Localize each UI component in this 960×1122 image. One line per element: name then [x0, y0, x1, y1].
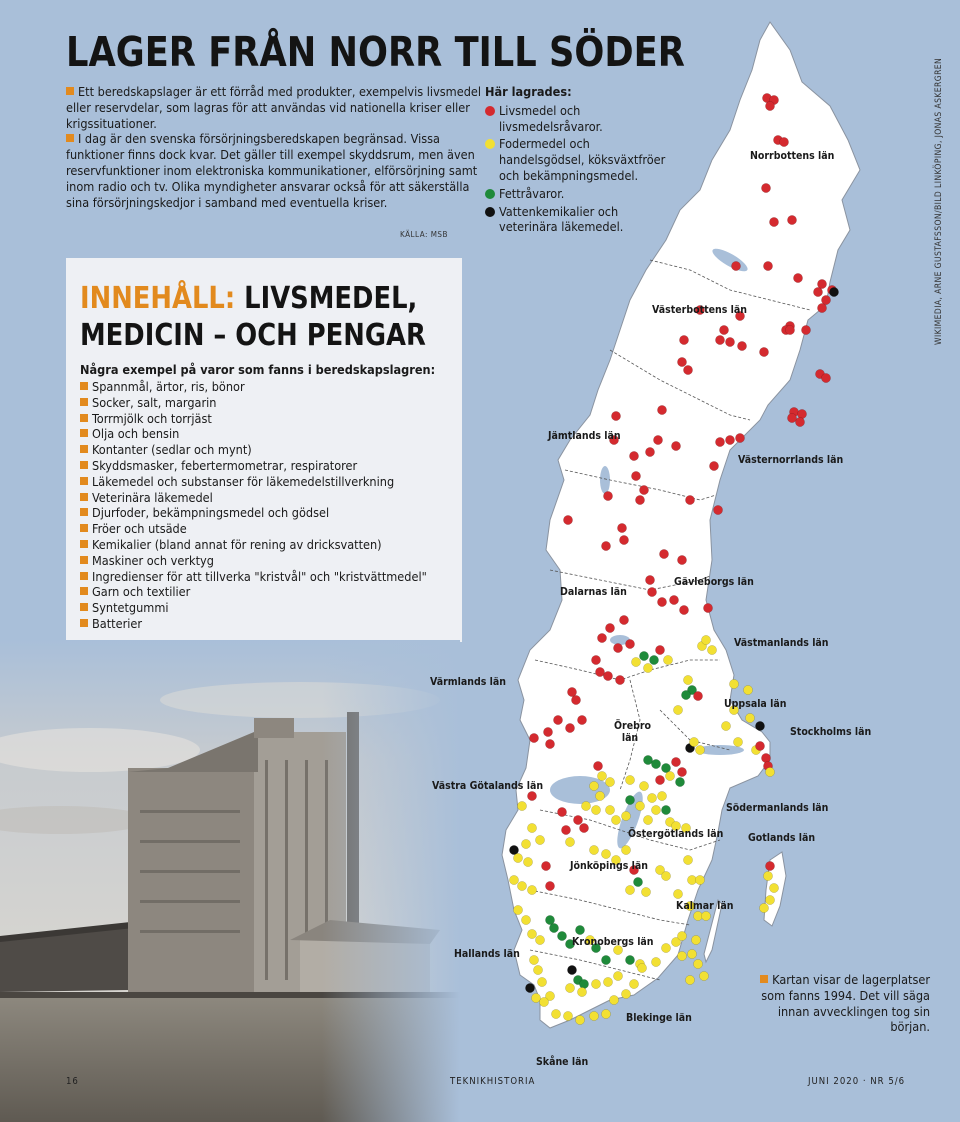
red-storage-dot [677, 555, 686, 564]
yellow-storage-dot [565, 983, 574, 992]
yellow-storage-dot [517, 801, 526, 810]
orange-square-icon [80, 540, 88, 548]
legend-item-food: Livsmedel och livsmedelsråvaror. [485, 103, 675, 135]
black-storage-dot [829, 287, 838, 296]
yellow-storage-dot [513, 853, 522, 862]
orange-square-icon [80, 508, 88, 516]
yellow-storage-dot [621, 811, 630, 820]
red-storage-dot [619, 535, 628, 544]
yellow-storage-dot [745, 713, 754, 722]
red-storage-dot [817, 303, 826, 312]
yellow-storage-dot [621, 845, 630, 854]
yellow-storage-dot [581, 801, 590, 810]
yellow-storage-dot [743, 685, 752, 694]
red-storage-dot [541, 861, 550, 870]
yellow-storage-dot [521, 839, 530, 848]
red-storage-dot [715, 335, 724, 344]
county-label-ostergotland: Östergötlands län [628, 828, 724, 840]
legend-item-fodder: Fodermedel och handelsgödsel, köksväxtfröer och bekämpningsmedel. [485, 136, 675, 183]
red-storage-dot [591, 655, 600, 664]
red-storage-dot [793, 273, 802, 282]
county-label-halland: Hallands län [454, 948, 520, 960]
goods-list-item: Skyddsmasker, febertermometrar, respiratorer [80, 458, 427, 474]
red-storage-dot [597, 633, 606, 642]
red-storage-dot [543, 727, 552, 736]
yellow-storage-dot [603, 977, 612, 986]
green-storage-dot [579, 979, 588, 988]
red-storage-dot [755, 741, 764, 750]
red-storage-dot [801, 325, 810, 334]
yellow-storage-dot [625, 885, 634, 894]
red-storage-dot [693, 691, 702, 700]
orange-square-icon [80, 493, 88, 501]
red-storage-dot [611, 411, 620, 420]
goods-list-item: Kemikalier (bland annat för rening av dricksvatten) [80, 537, 427, 553]
red-storage-dot [677, 357, 686, 366]
goods-list-item: Ingredienser för att tillverka "kristvål" och "kristvättmedel" [80, 569, 427, 585]
red-storage-dot [759, 347, 768, 356]
box-title: INNEHÅLL: LIVSMEDEL, MEDICIN – OCH PENGAR [80, 281, 426, 353]
red-storage-dot [615, 675, 624, 684]
yellow-storage-dot [637, 963, 646, 972]
yellow-storage-dot [729, 679, 738, 688]
yellow-storage-dot [537, 977, 546, 986]
red-storage-dot [679, 605, 688, 614]
red-storage-dot [713, 505, 722, 514]
intro-paragraph-1: Ett beredskapslager är ett förråd med produkter, exempelvis livsmedel eller reservdelar, som lagras för att användas vid nationella kriser eller krigssituationer. [66, 84, 482, 131]
yellow-storage-dot [605, 777, 614, 786]
county-label-gavleborg: Gävleborgs län [674, 576, 754, 588]
yellow-storage-dot [613, 971, 622, 980]
yellow-storage-dot [527, 823, 536, 832]
green-storage-dot [575, 925, 584, 934]
county-label-vastmanland: Västmanlands län [734, 637, 829, 649]
intro-paragraph-2: I dag är den svenska försörjningsberedskapen begränsad. Vissa funktioner finns dock kvar. Det gäller till exempel skyddsrum, men även reservfunktioner inom elektroniska kommunikationer, elförsörjning samt inom radio och tv. Olika myndigheter ansvarar också för att säkerställa sina försörjningskedjor i samband med eventuella kriser. [66, 131, 478, 210]
goods-list [80, 379, 427, 632]
green-storage-dot [651, 759, 660, 768]
yellow-storage-dot [765, 895, 774, 904]
yellow-storage-dot [759, 903, 768, 912]
yellow-storage-dot [591, 805, 600, 814]
legend-item-fat: Fettråvaror. [485, 186, 675, 202]
orange-square-icon [80, 414, 88, 422]
issue-info: JUNI 2020 · NR 5/6 [808, 1076, 906, 1087]
yellow-storage-dot [661, 943, 670, 952]
sweden-outline [502, 22, 860, 1028]
yellow-storage-dot [509, 875, 518, 884]
red-storage-dot [703, 603, 712, 612]
goods-list-item: Djurfoder, bekämpningsmedel och gödsel [80, 505, 427, 521]
map-note: Kartan visar de lagerplatser som fanns 1994. Det vill säga innan avvecklingen tog sin början. [761, 972, 930, 1035]
county-label-uppsala: Uppsala län [724, 698, 787, 710]
goods-list-item: Syntetgummi [80, 600, 427, 616]
red-storage-dot [785, 325, 794, 334]
red-storage-dot [787, 215, 796, 224]
red-storage-dot [553, 715, 562, 724]
yellow-storage-dot [591, 979, 600, 988]
red-storage-dot [813, 287, 822, 296]
green-storage-dot [557, 931, 566, 940]
red-storage-dot [561, 825, 570, 834]
red-storage-dot [765, 101, 774, 110]
county-label-dalarna: Dalarnas län [560, 586, 627, 598]
red-storage-dot [557, 807, 566, 816]
goods-list-item: Maskiner och verktyg [80, 553, 427, 569]
red-storage-dot [647, 587, 656, 596]
intro-text [66, 84, 484, 210]
page-title: LAGER FRÅN NORR TILL SÖDER [66, 28, 685, 76]
orange-square-icon [80, 382, 88, 390]
yellow-storage-dot [565, 837, 574, 846]
orange-square-icon [80, 445, 88, 453]
red-storage-dot [671, 757, 680, 766]
yellow-storage-dot [721, 721, 730, 730]
sweden-map-graphic [430, 20, 900, 1070]
red-storage-dot [603, 671, 612, 680]
orange-square-icon [80, 524, 88, 532]
county-label-vasternorrland: Västernorrlands län [738, 454, 844, 466]
yellow-storage-dot [643, 663, 652, 672]
yellow-storage-dot [639, 781, 648, 790]
county-label-jonkoping: Jönköpings län [570, 860, 648, 872]
goods-list-item: Läkemedel och substanser för läkemedelstillverkning [80, 474, 427, 490]
orange-square-icon [66, 134, 74, 142]
green-storage-dot [601, 955, 610, 964]
orange-square-icon [80, 619, 88, 627]
yellow-storage-dot [629, 979, 638, 988]
orange-square-icon [80, 398, 88, 406]
red-storage-dot [737, 341, 746, 350]
yellow-storage-dot [513, 905, 522, 914]
yellow-storage-dot [687, 949, 696, 958]
yellow-storage-dot [673, 889, 682, 898]
yellow-storage-dot [695, 875, 704, 884]
red-storage-dot [645, 447, 654, 456]
red-storage-dot [577, 715, 586, 724]
county-label-sodermanland: Södermanlands län [726, 802, 829, 814]
red-storage-dot [603, 491, 612, 500]
source-credit: KÄLLA: MSB [400, 230, 448, 239]
yellow-storage-dot [701, 635, 710, 644]
red-storage-dot [629, 451, 638, 460]
yellow-storage-dot [699, 971, 708, 980]
black-storage-dot [567, 965, 576, 974]
yellow-storage-dot [589, 781, 598, 790]
yellow-storage-dot [577, 987, 586, 996]
yellow-storage-dot [621, 989, 630, 998]
yellow-storage-dot [551, 1009, 560, 1018]
page-number: 16 [66, 1076, 79, 1087]
yellow-storage-dot [663, 655, 672, 664]
red-storage-dot [761, 183, 770, 192]
red-storage-dot [527, 791, 536, 800]
black-storage-dot [525, 983, 534, 992]
orange-square-icon [80, 477, 88, 485]
yellow-storage-dot [517, 881, 526, 890]
orange-square-icon [80, 587, 88, 595]
yellow-storage-dot [631, 657, 640, 666]
yellow-storage-dot [625, 775, 634, 784]
red-storage-dot [655, 775, 664, 784]
goods-list-item: Torrmjölk och torrjäst [80, 411, 427, 427]
yellow-storage-dot [683, 675, 692, 684]
red-storage-dot [719, 325, 728, 334]
yellow-storage-dot [595, 791, 604, 800]
red-storage-dot [655, 645, 664, 654]
red-storage-dot [645, 575, 654, 584]
county-label-kronoberg: Kronobergs län [572, 936, 654, 948]
yellow-storage-dot [651, 805, 660, 814]
yellow-storage-dot [529, 955, 538, 964]
yellow-storage-dot [683, 855, 692, 864]
yellow-storage-dot [701, 911, 710, 920]
orange-square-icon [66, 87, 74, 95]
yellow-storage-dot [597, 771, 606, 780]
red-storage-dot [529, 733, 538, 742]
green-storage-dot [625, 955, 634, 964]
yellow-storage-dot [563, 1011, 572, 1020]
red-storage-dot [677, 767, 686, 776]
orange-square-icon [80, 556, 88, 564]
red-storage-dot [565, 723, 574, 732]
county-label-blekinge: Blekinge län [626, 1012, 692, 1024]
red-storage-dot [635, 495, 644, 504]
red-storage-dot [685, 495, 694, 504]
legend-item-chemicals: Vattenkemikalier och veterinära läkemedel. [485, 204, 675, 236]
yellow-storage-dot [661, 871, 670, 880]
goods-list-item: Veterinära läkemedel [80, 490, 427, 506]
red-storage-dot [679, 335, 688, 344]
county-label-jamtland: Jämtlands län [548, 430, 621, 442]
yellow-storage-dot [647, 793, 656, 802]
red-storage-dot [563, 515, 572, 524]
goods-list-item: Batterier [80, 616, 427, 632]
orange-square-icon [80, 603, 88, 611]
red-storage-dot [725, 337, 734, 346]
yellow-storage-dot [707, 645, 716, 654]
county-label-skane: Skåne län [536, 1056, 589, 1068]
yellow-storage-dot [527, 929, 536, 938]
red-storage-dot [769, 217, 778, 226]
magazine-name: TEKNIKHISTORIA [450, 1076, 536, 1087]
red-storage-dot [821, 373, 830, 382]
yellow-storage-dot [677, 951, 686, 960]
yellow-storage-dot [651, 957, 660, 966]
green-storage-dot [625, 795, 634, 804]
goods-list-item: Fröer och utsäde [80, 521, 427, 537]
red-storage-dot [669, 595, 678, 604]
yellow-storage-dot [769, 883, 778, 892]
silo-photo [0, 640, 460, 1122]
red-storage-dot [639, 485, 648, 494]
yellow-storage-dot [535, 835, 544, 844]
red-storage-dot [601, 541, 610, 550]
black-storage-dot [755, 721, 764, 730]
yellow-storage-dot [765, 767, 774, 776]
red-storage-dot [671, 441, 680, 450]
green-storage-dot [633, 877, 642, 886]
red-storage-dot [725, 435, 734, 444]
red-storage-dot [659, 549, 668, 558]
yellow-storage-dot [691, 935, 700, 944]
yellow-storage-dot [535, 935, 544, 944]
red-storage-dot [625, 639, 634, 648]
yellow-storage-dot [533, 965, 542, 974]
yellow-storage-dot [609, 995, 618, 1004]
county-label-orebro: Örebro län [614, 720, 652, 744]
yellow-storage-dot [539, 997, 548, 1006]
yellow-storage-dot [733, 737, 742, 746]
goods-list-item: Garn och textilier [80, 584, 427, 600]
yellow-storage-dot [523, 857, 532, 866]
red-storage-dot [545, 881, 554, 890]
yellow-storage-dot [673, 705, 682, 714]
red-storage-dot [731, 261, 740, 270]
yellow-storage-dot [521, 915, 530, 924]
yellow-storage-dot [527, 885, 536, 894]
red-storage-dot [657, 597, 666, 606]
goods-list-item: Kontanter (sedlar och mynt) [80, 442, 427, 458]
green-storage-dot [681, 690, 690, 699]
red-storage-dot [605, 623, 614, 632]
yellow-storage-dot [643, 815, 652, 824]
red-storage-dot [683, 365, 692, 374]
yellow-storage-dot [605, 805, 614, 814]
red-storage-dot [617, 523, 626, 532]
green-storage-dot [675, 777, 684, 786]
red-storage-dot [797, 409, 806, 418]
green-storage-dot [549, 923, 558, 932]
green-storage-dot [661, 805, 670, 814]
red-storage-dot [573, 815, 582, 824]
county-label-varmland: Värmlands län [430, 676, 506, 688]
orange-square-icon [760, 975, 768, 983]
red-storage-dot [579, 823, 588, 832]
yellow-storage-dot [685, 975, 694, 984]
yellow-storage-dot [763, 871, 772, 880]
red-storage-dot [593, 761, 602, 770]
red-storage-dot [613, 643, 622, 652]
red-storage-dot [787, 413, 796, 422]
yellow-storage-dot [575, 1015, 584, 1024]
orange-square-icon [80, 572, 88, 580]
county-label-vasterbotten: Västerbottens län [652, 304, 747, 316]
yellow-storage-dot [695, 745, 704, 754]
red-storage-dot [657, 405, 666, 414]
red-storage-dot [761, 753, 770, 762]
goods-list-item: Socker, salt, margarin [80, 395, 427, 411]
yellow-storage-dot [635, 801, 644, 810]
county-label-vastra-gotaland: Västra Götalands län [432, 780, 544, 792]
yellow-storage-dot [665, 771, 674, 780]
red-storage-dot [735, 433, 744, 442]
red-storage-dot [571, 695, 580, 704]
legend-heading: Här lagrades: [485, 84, 572, 99]
red-storage-dot [763, 261, 772, 270]
yellow-storage-dot [601, 1009, 610, 1018]
contents-box [66, 258, 462, 642]
red-storage-dot [631, 471, 640, 480]
yellow-storage-dot [641, 887, 650, 896]
green-storage-dot [649, 655, 658, 664]
photo-credit: WIKIMEDIA, ARNE GUSTAFSSON/BILD LINKÖPING, JONAS ASKERGREN [934, 57, 944, 345]
goods-list-item: Spannmål, ärtor, ris, bönor [80, 379, 427, 395]
yellow-storage-dot [589, 1011, 598, 1020]
sweden-map [430, 20, 900, 1074]
red-storage-dot [619, 615, 628, 624]
yellow-storage-dot [693, 959, 702, 968]
red-storage-dot [545, 739, 554, 748]
green-storage-dot [639, 651, 648, 660]
county-label-gotland: Gotlands län [748, 832, 816, 844]
red-storage-dot [653, 435, 662, 444]
county-label-norrbotten: Norrbottens län [750, 150, 835, 162]
yellow-storage-dot [689, 737, 698, 746]
red-storage-dot [715, 437, 724, 446]
yellow-storage-dot [601, 849, 610, 858]
silo-photo-graphic [0, 640, 460, 1122]
red-storage-dot [779, 137, 788, 146]
county-label-stockholm: Stockholms län [790, 726, 872, 738]
yellow-storage-dot [677, 931, 686, 940]
yellow-storage-dot [589, 845, 598, 854]
goods-list-item: Olja och bensin [80, 426, 427, 442]
box-lead: Några exempel på varor som fanns i beredskapslagren: [80, 362, 436, 377]
orange-square-icon [80, 461, 88, 469]
orange-square-icon [80, 429, 88, 437]
red-storage-dot [709, 461, 718, 470]
red-storage-dot [765, 861, 774, 870]
yellow-storage-dot [611, 815, 620, 824]
yellow-storage-dot [657, 791, 666, 800]
county-label-kalmar: Kalmar län [676, 900, 734, 912]
